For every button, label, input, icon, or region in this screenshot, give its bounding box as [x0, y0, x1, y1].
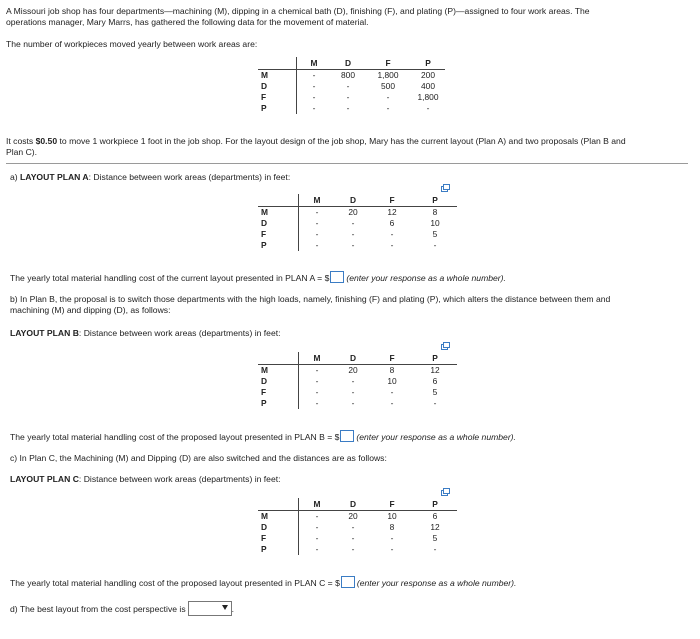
header-cell: M [299, 194, 336, 207]
table-cell: 10 [387, 511, 397, 522]
plan-b-table [258, 352, 457, 409]
table-cell: - [312, 70, 316, 81]
header-cell: P [413, 498, 457, 511]
plan-b-title [10, 328, 281, 339]
table-cell: 12 [430, 365, 440, 376]
table-row [258, 533, 457, 544]
plan-a-cost-line [10, 271, 506, 284]
row-header: M [258, 511, 299, 523]
table-cell: - [351, 218, 355, 229]
table-cell: 12 [430, 522, 440, 533]
plan-c-cost-input[interactable] [341, 576, 355, 588]
plan-b-cost-label: The yearly total material handling cost of the proposed layout presented in PLAN B = $ [10, 432, 340, 442]
table-cell: 10 [430, 218, 440, 229]
table-cell: - [351, 522, 355, 533]
part-d-period: . [231, 604, 235, 614]
row-header: M [258, 207, 299, 219]
table-cell: - [390, 544, 394, 555]
cost-post: to move 1 workpiece 1 foot in the job shop. For the layout design of the job shop, Mary has the current layout (Plan A) and two proposals (Plan B and [57, 136, 626, 146]
table-row [258, 70, 445, 82]
table-cell: - [351, 240, 355, 251]
table-cell: - [315, 533, 319, 544]
table-cell: - [351, 544, 355, 555]
table-header-row [258, 498, 457, 511]
plan-a-cost-label: The yearly total material handling cost of the current layout presented in PLAN A = $ [10, 273, 330, 283]
header-cell: F [371, 352, 413, 365]
table-cell: 8 [389, 365, 395, 376]
plan-b-title-rest: : Distance between work areas (departments) in feet: [78, 328, 281, 338]
copy-table-icon[interactable] [441, 342, 450, 350]
plan-b-cost-line [10, 430, 516, 443]
row-header: P [258, 240, 299, 251]
plan-a-title-rest: : Distance between work areas (departments) in feet: [88, 172, 291, 182]
plan-c-intro: c) In Plan C, the Machining (M) and Dipping (D) are also switched and the distances are as follows: [10, 453, 387, 463]
header-cell: P [411, 57, 445, 70]
plan-b-title-bold: LAYOUT PLAN B [10, 328, 79, 338]
table-cell: 5 [432, 387, 438, 398]
row-header: D [258, 81, 297, 92]
intro-line-1: A Missouri job shop has four departments—machining (M), dipping in a chemical bath (D), finishing (F), and plating (P)—assigned to four work areas. The [6, 6, 590, 16]
table-cell: - [315, 229, 319, 240]
table-cell: - [351, 376, 355, 387]
plan-c-cost-hint: (enter your response as a whole number). [356, 578, 517, 588]
table-cell: - [315, 240, 319, 251]
table-cell: - [315, 511, 319, 522]
row-header: F [258, 387, 299, 398]
table-cell: - [433, 240, 437, 251]
table-cell: - [426, 103, 430, 114]
table-cell: - [346, 103, 350, 114]
table-cell: - [390, 387, 394, 398]
table-row [258, 387, 457, 398]
row-header: D [258, 218, 299, 229]
part-d-line [10, 601, 234, 616]
table-cell: - [390, 229, 394, 240]
header-cell [258, 498, 299, 511]
header-cell: P [413, 352, 457, 365]
table-cell: 12 [387, 207, 397, 218]
plan-b-cost-input[interactable] [340, 430, 354, 442]
table-cell: - [315, 398, 319, 409]
workpieces-table [258, 57, 445, 114]
table-cell: 6 [432, 511, 438, 522]
table-cell: - [390, 240, 394, 251]
header-cell: D [331, 57, 365, 70]
table-row [258, 522, 457, 533]
header-cell: D [335, 498, 371, 511]
copy-table-icon[interactable] [441, 184, 450, 192]
table-cell: 20 [348, 511, 358, 522]
header-cell: F [371, 498, 413, 511]
dropdown-arrow-icon [222, 605, 228, 610]
table-cell: - [433, 544, 437, 555]
row-header: D [258, 376, 299, 387]
table-cell: - [315, 218, 319, 229]
table-cell: 1,800 [417, 92, 439, 103]
best-layout-select[interactable] [188, 601, 235, 616]
row-header: F [258, 533, 299, 544]
table-cell: - [390, 533, 394, 544]
plan-a-prefix: a) [10, 172, 21, 182]
table-cell: - [433, 398, 437, 409]
table-cell: - [390, 398, 394, 409]
table-cell: 800 [341, 70, 355, 81]
row-header: P [258, 544, 299, 555]
table-cell: 8 [432, 207, 438, 218]
header-cell: M [297, 57, 332, 70]
row-header: M [258, 365, 299, 377]
table-cell: 5 [432, 229, 438, 240]
table-cell: 8 [389, 522, 395, 533]
header-cell: M [299, 352, 336, 365]
table-row [258, 365, 457, 377]
row-header: M [258, 70, 297, 82]
table-row [258, 398, 457, 409]
plan-a-title-bold: LAYOUT PLAN A [20, 172, 89, 182]
table-cell: 10 [387, 376, 397, 387]
table-cell: 5 [432, 533, 438, 544]
row-header: D [258, 522, 299, 533]
header-cell [258, 57, 297, 70]
header-cell [258, 352, 299, 365]
table-header-row [258, 352, 457, 365]
table-row [258, 218, 457, 229]
table-cell: - [315, 522, 319, 533]
table-cell: - [351, 533, 355, 544]
plan-b-intro-1: b) In Plan B, the proposal is to switch those departments with the high loads, namely, finishing (F) and plating (P), which alters the distance between them and [10, 294, 611, 304]
cost-line-2: Plan C). [6, 147, 38, 157]
table-cell: - [351, 229, 355, 240]
table-cell: 1,800 [377, 70, 399, 81]
table-cell: - [351, 398, 355, 409]
header-cell: F [365, 57, 411, 70]
plan-b-intro-2: machining (M) and dipping (D), as follows: [10, 305, 171, 315]
cost-line-1 [6, 136, 626, 147]
table-cell: 400 [421, 81, 435, 92]
table-cell: 6 [432, 376, 438, 387]
table-cell: 6 [389, 218, 395, 229]
table-row [258, 511, 457, 523]
header-cell: P [413, 194, 457, 207]
plan-c-title [10, 474, 281, 485]
table-cell: - [315, 387, 319, 398]
row-header: F [258, 92, 297, 103]
table-cell: - [312, 103, 316, 114]
plan-a-cost-hint: (enter your response as a whole number). [346, 273, 506, 283]
plan-c-title-rest: : Distance between work areas (departments) in feet: [78, 474, 281, 484]
table-cell: - [386, 92, 390, 103]
table-header-row [258, 194, 457, 207]
plan-a-table [258, 194, 457, 251]
table-cell: - [315, 544, 319, 555]
table-row [258, 92, 445, 103]
header-cell: D [335, 352, 371, 365]
table-row [258, 229, 457, 240]
header-cell: D [335, 194, 371, 207]
header-cell: F [371, 194, 413, 207]
row-header: F [258, 229, 299, 240]
table-cell: 20 [348, 365, 358, 376]
table-row [258, 207, 457, 219]
copy-table-icon[interactable] [441, 488, 450, 496]
plan-b-cost-hint: (enter your response as a whole number). [356, 432, 516, 442]
table-row [258, 103, 445, 114]
plan-c-cost-label: The yearly total material handling cost of the proposed layout presented in PLAN C = $ [10, 578, 340, 588]
plan-a-title [10, 172, 290, 183]
table-row [258, 544, 457, 555]
row-header: P [258, 103, 297, 114]
cost-pre: It costs [6, 136, 36, 146]
table-cell: - [312, 81, 316, 92]
part-d-label: d) The best layout from the cost perspective is [10, 604, 186, 614]
table-cell: - [346, 81, 350, 92]
table-cell: - [315, 376, 319, 387]
plan-c-table [258, 498, 457, 555]
table-cell: - [315, 207, 319, 218]
table-cell: - [346, 92, 350, 103]
cost-value: $0.50 [35, 136, 58, 146]
row-header: P [258, 398, 299, 409]
table-row [258, 81, 445, 92]
plan-a-cost-input[interactable] [330, 271, 344, 283]
section-divider [6, 163, 688, 164]
plan-c-cost-line [10, 576, 516, 589]
table-cell: - [312, 92, 316, 103]
table-header-row [258, 57, 445, 70]
header-cell [258, 194, 299, 207]
table-row [258, 240, 457, 251]
header-cell: M [299, 498, 336, 511]
table-cell: - [351, 387, 355, 398]
table-cell: - [386, 103, 390, 114]
table-row [258, 376, 457, 387]
table-cell: 500 [381, 81, 395, 92]
plan-c-title-bold: LAYOUT PLAN C [10, 474, 79, 484]
intro-line-2: operations manager, Mary Marrs, has gathered the following data for the movement of material. [6, 17, 369, 27]
table-cell: 20 [348, 207, 358, 218]
table-cell: - [315, 365, 319, 376]
workpieces-label: The number of workpieces moved yearly between work areas are: [6, 39, 258, 49]
table-cell: 200 [421, 70, 435, 81]
